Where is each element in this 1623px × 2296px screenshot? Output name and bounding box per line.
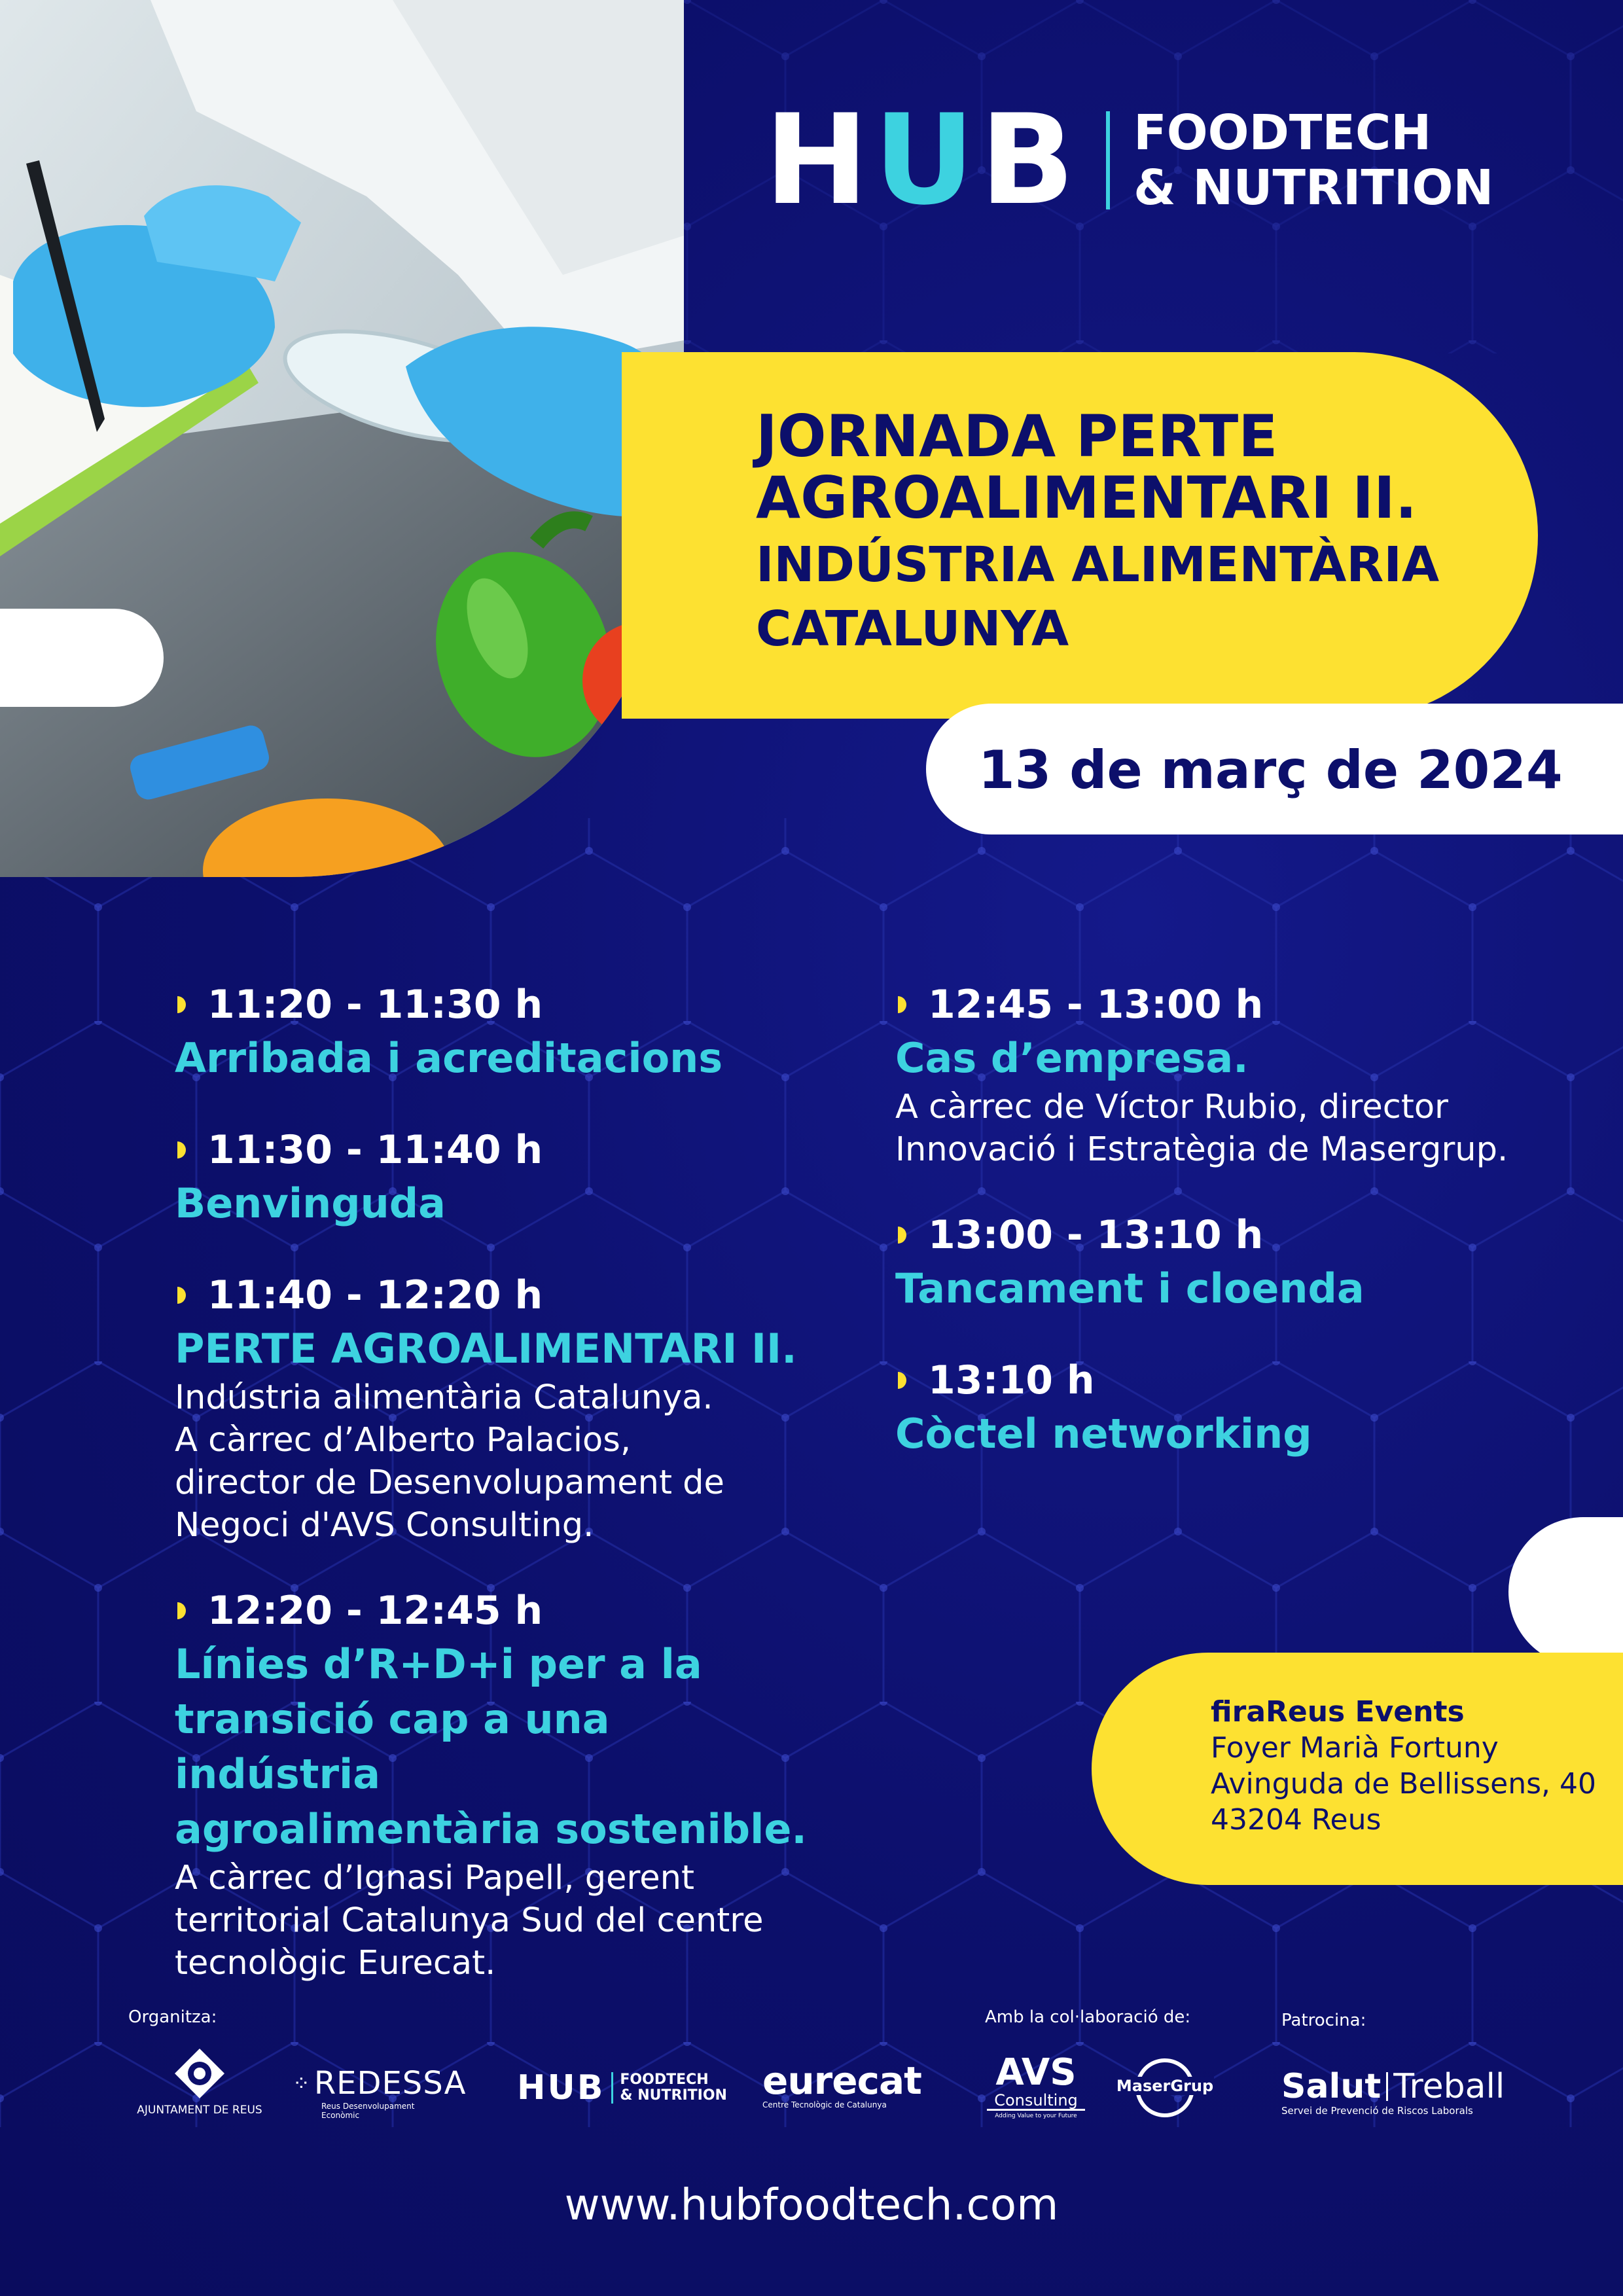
half-circle-bullet-icon bbox=[895, 995, 915, 1014]
website-link[interactable]: www.hubfoodtech.com bbox=[564, 2179, 1059, 2230]
agenda-heading: Tancament i cloenda bbox=[895, 1265, 1364, 1312]
agenda-column-right bbox=[895, 978, 1550, 1499]
agenda-item bbox=[895, 1209, 1550, 1316]
event-title: JORNADA PERTE AGROALIMENTARI II. INDÚSTRIA ALIMENTÀRIA CATALUNYA bbox=[756, 403, 1440, 657]
agenda-item bbox=[895, 1354, 1550, 1462]
agenda-description: A càrrec de Víctor Rubio, director Innovació i Estratègia de Masergrup. bbox=[895, 1088, 1508, 1169]
agenda-time: 12:20 - 12:45 h bbox=[175, 1585, 829, 1637]
half-circle-bullet-icon bbox=[175, 1140, 194, 1160]
decorative-tab bbox=[0, 609, 164, 707]
agenda-item bbox=[175, 1269, 829, 1547]
hub-subtitle: FOODTECH & NUTRITION bbox=[1133, 105, 1494, 216]
agenda-heading: Còctel networking bbox=[895, 1410, 1312, 1458]
agenda-time: 11:40 - 12:20 h bbox=[175, 1269, 829, 1321]
agenda-item bbox=[175, 1124, 829, 1231]
agenda-item bbox=[175, 978, 829, 1086]
collab-label: Amb la col·laboració de: bbox=[985, 2007, 1191, 2027]
salut-treball-logo: Salut Treball Servei de Prevenció de Riscos Laborals bbox=[1281, 2067, 1505, 2117]
masergrup-logo: MaserGrup bbox=[1116, 2058, 1214, 2117]
patrocina-label: Patrocina: bbox=[1281, 2011, 1366, 2030]
venue-info: firaReus Events Foyer Marià Fortuny Avinguda de Bellissens, 40 43204 Reus bbox=[1211, 1695, 1596, 1837]
ajuntament-reus-logo: AJUNTAMENT DE REUS bbox=[131, 2047, 268, 2117]
logo-divider bbox=[1106, 111, 1110, 209]
hub-logo bbox=[764, 88, 1494, 232]
agenda-time: 13:00 - 13:10 h bbox=[895, 1209, 1550, 1261]
half-circle-bullet-icon bbox=[895, 1371, 915, 1390]
half-circle-bullet-icon bbox=[175, 995, 194, 1014]
half-circle-bullet-icon bbox=[175, 1601, 194, 1621]
lab-photo bbox=[0, 0, 684, 877]
half-circle-bullet-icon bbox=[895, 1225, 915, 1245]
hub-wordmark: HUB bbox=[764, 88, 1080, 232]
eurecat-logo: eurecat Centre Tecnològic de Catalunya bbox=[762, 2058, 921, 2109]
event-date: 13 de març de 2024 bbox=[978, 740, 1563, 800]
hub-small-logo: HUB FOODTECH & NUTRITION bbox=[517, 2068, 727, 2108]
agenda-heading: Cas d’empresa. bbox=[895, 1034, 1249, 1082]
agenda-time: 12:45 - 13:00 h bbox=[895, 978, 1550, 1031]
agenda-heading: PERTE AGROALIMENTARI II. bbox=[175, 1325, 797, 1372]
agenda-description: Indústria alimentària Catalunya. A càrrec d’Alberto Palacios, director de Desenvolupament de Negoci d'AVS Consulting. bbox=[175, 1378, 724, 1545]
organitza-label: Organitza: bbox=[128, 2007, 217, 2027]
agenda-heading: Arribada i acreditacions bbox=[175, 1034, 723, 1082]
shield-icon bbox=[173, 2047, 226, 2100]
half-circle-bullet-icon bbox=[175, 1285, 194, 1305]
agenda-column-left bbox=[175, 978, 829, 2022]
agenda-item bbox=[175, 1585, 829, 1984]
redessa-logo: ⁘ REDESSA Reus Desenvolupament Econòmic bbox=[293, 2065, 467, 2120]
agenda-time: 11:20 - 11:30 h bbox=[175, 978, 829, 1031]
agenda-item bbox=[895, 978, 1550, 1171]
dots-icon: ⁘ bbox=[293, 2071, 310, 2096]
agenda-heading: Línies d’R+D+i per a la transició cap a una indústria agroalimentària sostenible. bbox=[175, 1640, 807, 1853]
agenda-heading: Benvinguda bbox=[175, 1179, 446, 1227]
agenda-description: A càrrec d’Ignasi Papell, gerent territorial Catalunya Sud del centre tecnològic Eurecat. bbox=[175, 1859, 764, 1982]
agenda-time: 11:30 - 11:40 h bbox=[175, 1124, 829, 1176]
agenda-time: 13:10 h bbox=[895, 1354, 1550, 1407]
avs-consulting-logo: AVS Consulting Adding Value to your Future bbox=[987, 2054, 1085, 2119]
